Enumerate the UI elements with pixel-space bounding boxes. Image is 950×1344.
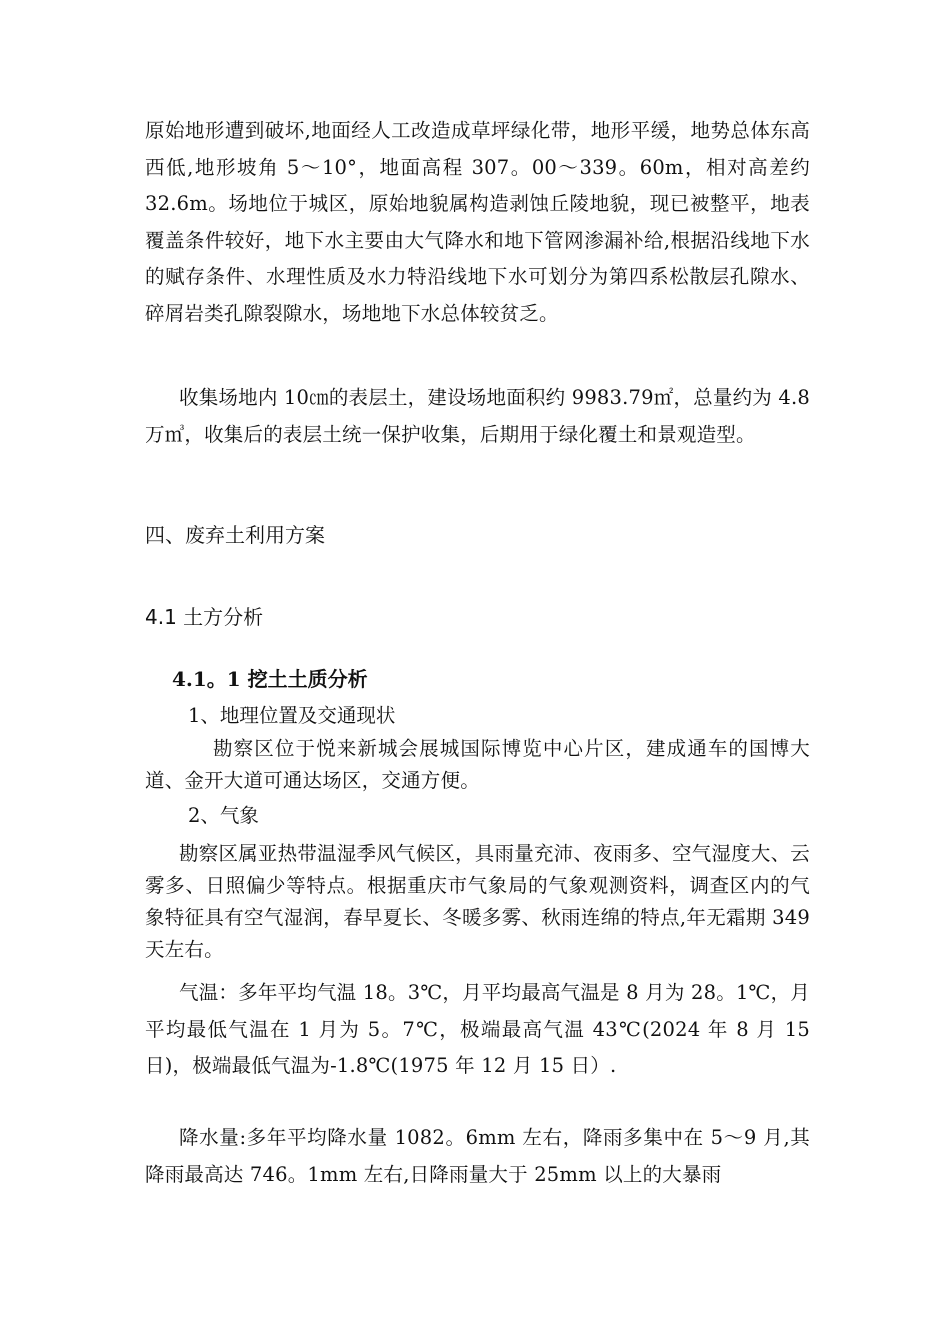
subsection-heading-excavation-soil: 4.1。1 挖土土质分析 [172, 667, 368, 691]
section-heading-waste-soil: 四、废弃土利用方案 [145, 523, 325, 547]
section-heading-earthwork-analysis: 4.1 土方分析 [145, 605, 264, 629]
paragraph-temperature: 气温：多年平均气温 18。3℃，月平均最高气温是 8 月为 28。1℃，月平均最低气温在 1 月为 5。7℃，极端最高气温 43℃(2024 年 8 月 15 日)，极端最低气温为-1.8℃(1975 年 12 月 15 日）. [145, 981, 810, 1077]
list-item-location-traffic: 1、地理位置及交通现状 [188, 704, 396, 727]
paragraph-topsoil-collection: 收集场地内 10㎝的表层土，建设场地面积约 9983.79㎡，总量约为 4.8 万㎥，收集后的表层土统一保护收集，后期用于绿化覆土和景观造型。 [145, 386, 810, 446]
paragraph-location: 勘察区位于悦来新城会展城国际博览中心片区，建成通车的国博大道、金开大道可通达场区，交通方便。 [145, 737, 810, 792]
paragraph-site-terrain: 原始地形遭到破坏,地面经人工改造成草坪绿化带，地形平缓，地势总体东高西低,地形坡角 5～10°，地面高程 307。00～339。60m，相对高差约 32.6m。场地位于城区，原始地貌属构造剥蚀丘陵地貌，现已被整平，地表覆盖条件较好，地下水主要由大气降水和地下管网渗漏补给,根据沿线地下水的赋存条件、水理性质及水力特沿线地下水可划分为第四系松散层孔隙水、碎屑岩类孔隙裂隙水，场地地下水总体较贫乏。 [145, 119, 810, 325]
paragraph-precipitation: 降水量:多年平均降水量 1082。6mm 左右，降雨多集中在 5～9 月,其降雨最高达 746。1mm 左右,日降雨量大于 25mm 以上的大暴雨 [145, 1126, 810, 1186]
paragraph-climate: 勘察区属亚热带温湿季风气候区，具雨量充沛、夜雨多、空气湿度大、云雾多、日照偏少等特点。根据重庆市气象局的气象观测资料，调查区内的气象特征具有空气湿润，春早夏长、冬暖多雾、秋雨连绵的特点,年无霜期 349 天左右。 [145, 842, 810, 961]
list-item-weather: 2、气象 [188, 804, 259, 827]
